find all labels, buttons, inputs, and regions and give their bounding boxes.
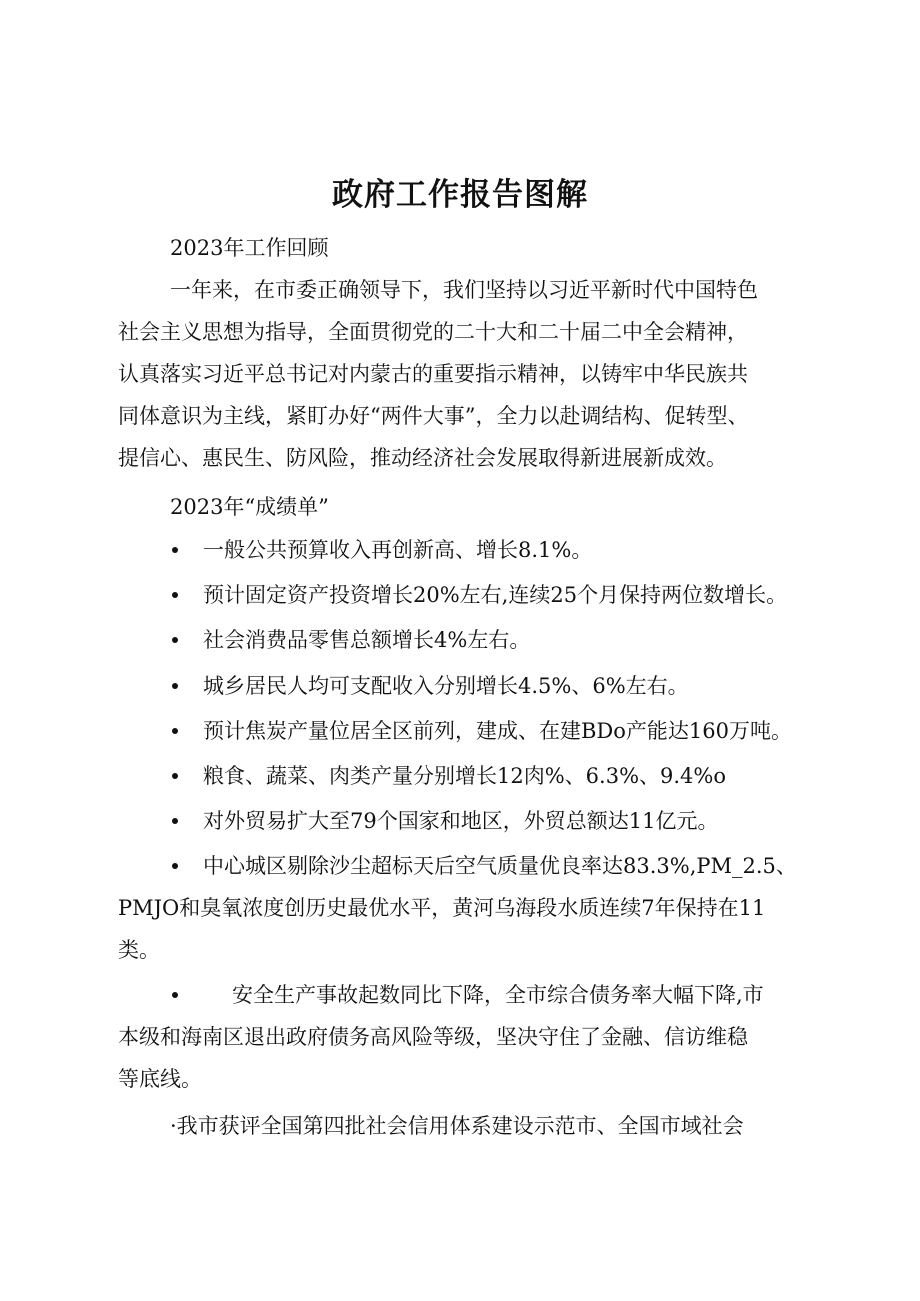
bullet-dot (172, 728, 178, 734)
review-paragraph-line: 一年来，在市委正确领导下，我们坚持以习近平新时代中国特色 (170, 278, 758, 302)
bullet-dot (172, 818, 178, 824)
bullet-continuation: PMJO和臭氧浓度创历史最优水平，黄河乌海段水质连续7年保持在11 (118, 896, 766, 920)
bullet-dot (172, 773, 178, 779)
bullet-dot (172, 637, 178, 643)
review-paragraph-line: 社会主义思想为指导，全面贯彻党的二十大和二十届二中全会精神， (118, 320, 748, 344)
bullet-item: 粮食、蔬菜、肉类产量分别增长12肉%、6.3%、9.4%o (203, 764, 727, 788)
document-title: 政府工作报告图解 (332, 177, 588, 213)
bullet-item: 城乡居民人均可支配收入分别增长4.5%、6%左右。 (203, 674, 689, 698)
bullet-dot (172, 683, 178, 689)
section-heading-review: 2023年工作回顾 (170, 236, 329, 260)
bullet-dot (172, 992, 178, 998)
bullet-item: 预计焦炭产量位居全区前列，建成、在建BDo产能达160万吨。 (203, 719, 792, 743)
bullet-item: 一般公共预算收入再创新高、增长8.1%。 (203, 538, 593, 562)
bullet-continuation: 类。 (118, 938, 160, 962)
bullet-continuation: 本级和海南区退出政府债务高风险等级，坚决守住了金融、信访维稳 (118, 1025, 748, 1049)
review-paragraph-line: 认真落实习近平总书记对内蒙古的重要指示精神，以铸牢中华民族共 (118, 362, 748, 386)
bullet-item-credit: ·我市获评全国第四批社会信用体系建设示范市、全国市域社会 (170, 1114, 744, 1138)
bullet-item: 社会消费品零售总额增长4%左右。 (203, 628, 531, 652)
review-paragraph-line: 同体意识为主线，紧盯办好“两件大事”，全力以赴调结构、促转型、 (118, 404, 749, 428)
bullet-dot (172, 863, 178, 869)
bullet-dot (172, 547, 178, 553)
bullet-item-safety: 安全生产事故起数同比下降，全市综合债务率大幅下降,市 (232, 983, 764, 1007)
review-paragraph-line: 提信心、惠民生、防风险，推动经济社会发展取得新进展新成效。 (118, 446, 727, 470)
bullet-dot (172, 592, 178, 598)
bullet-continuation: 等底线。 (118, 1067, 202, 1091)
bullet-item: 对外贸易扩大至79个国家和地区，外贸总额达11亿元。 (203, 809, 719, 833)
bullet-item: 预计固定资产投资增长20%左右,连续25个月保持两位数增长。 (203, 583, 788, 607)
section-heading-results: 2023年“成绩单” (170, 495, 329, 519)
bullet-item-air-quality: 中心城区剔除沙尘超标天后空气质量优良率达83.3%,PM_2.5、 (203, 854, 797, 878)
